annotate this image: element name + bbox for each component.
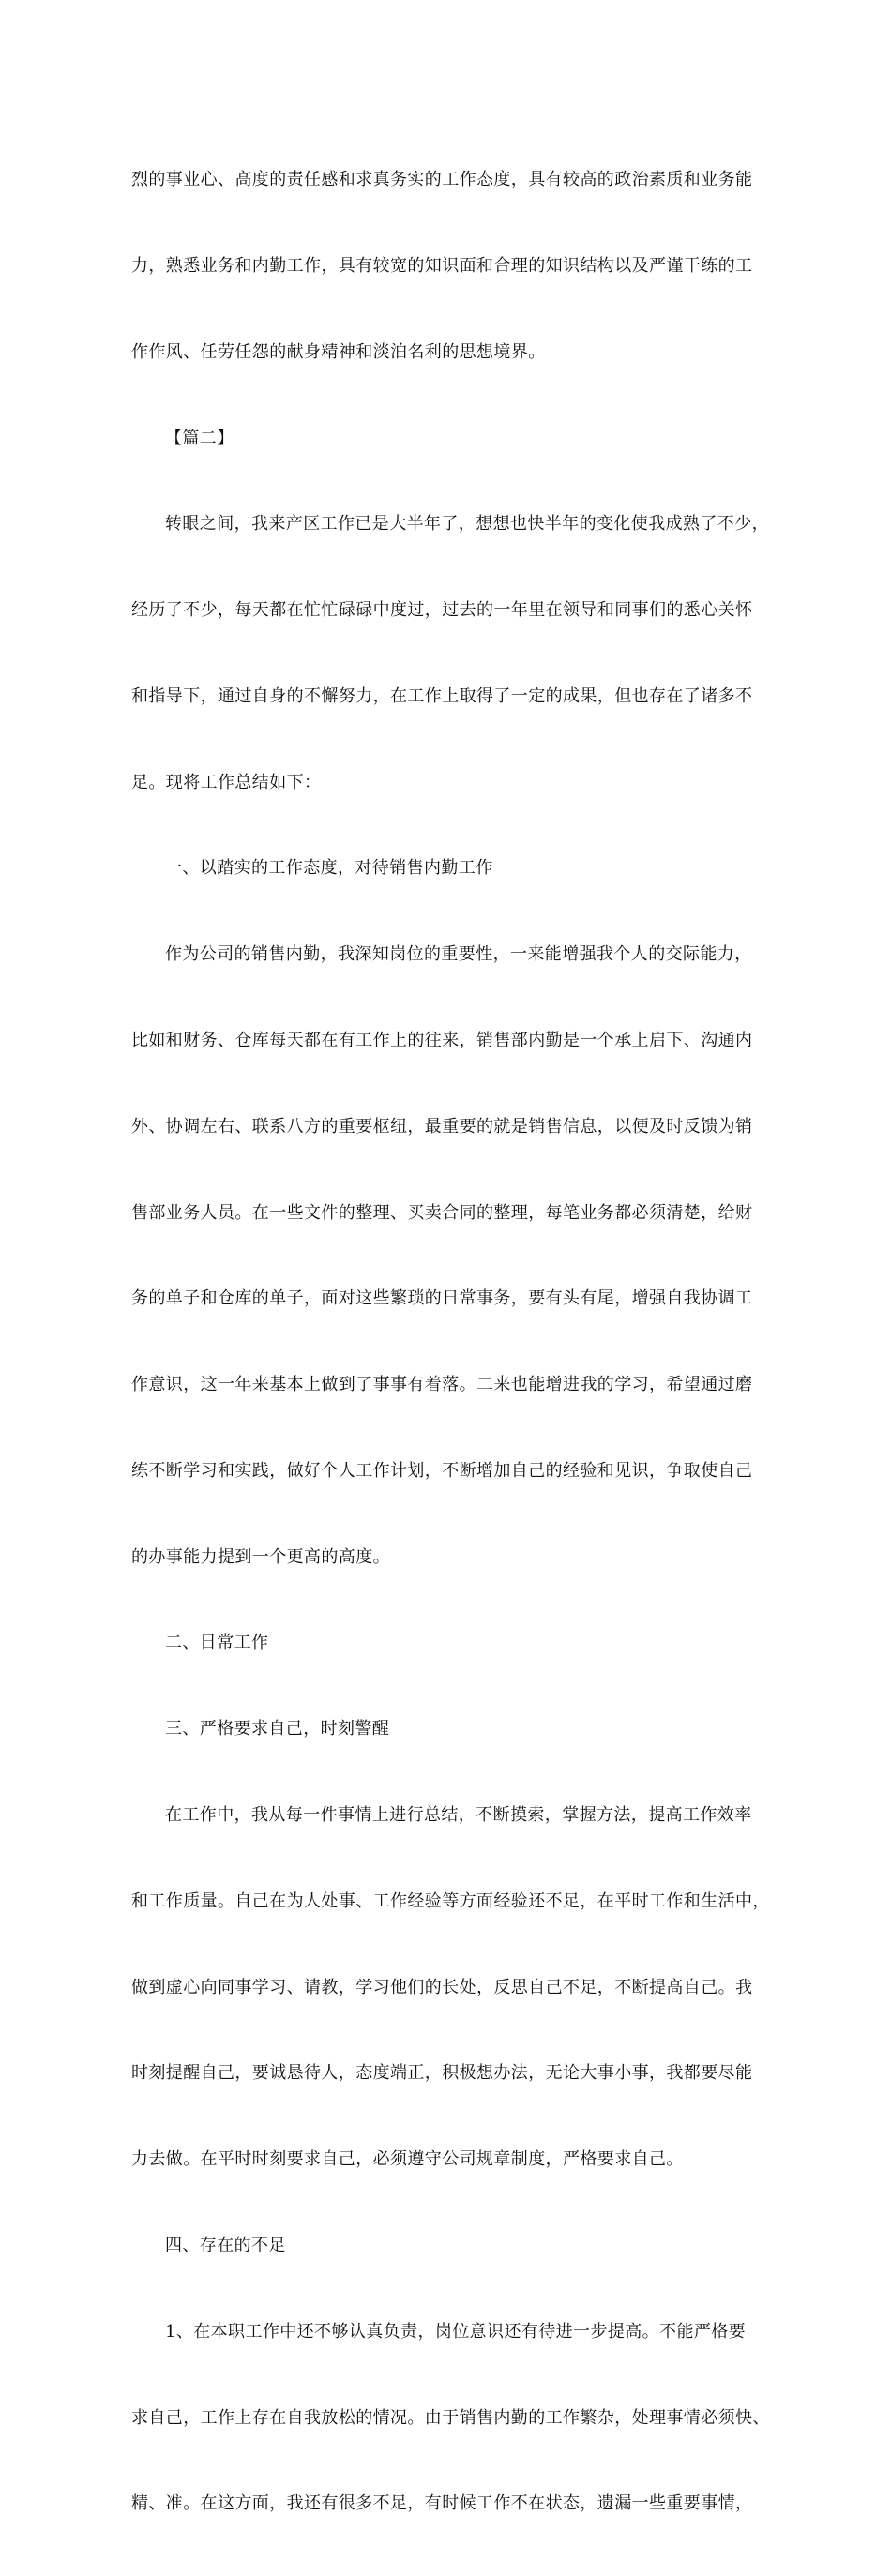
- text-line-22: 做到虚心向同事学习、请教，学习他们的长处，反思自己不足，不断提高自己。我: [131, 1977, 753, 1997]
- text-line-8: 足。现将工作总结如下：: [131, 772, 322, 792]
- text-line-17: 的办事能力提到一个更高的高度。: [131, 1546, 390, 1567]
- text-line-12: 外、协调左右、联系八方的重要枢纽，最重要的就是销售信息，以便及时反馈为销: [131, 1116, 753, 1137]
- text-line-28: 精、准。在这方面，我还有很多不足，有时候工作不在状态，遗漏一些重要事情，: [131, 2493, 753, 2514]
- section-heading-pian-er: 【篇二】: [165, 428, 234, 448]
- text-block: [131, 109, 774, 2576]
- text-line-6: 经历了不少，每天都在忙忙碌碌中度过，过去的一年里在领导和同事们的悉心关怀: [131, 600, 753, 621]
- section-heading-4: 四、存在的不足: [165, 2235, 286, 2255]
- text-line-2: 力，熟悉业务和内勤工作，具有较宽的知识面和合理的知识结构以及严谨干练的工: [131, 255, 753, 276]
- text-line-5: 转眼之间，我来产区工作已是大半年了，想想也快半年的变化使我成熟了不少，: [165, 514, 769, 535]
- text-line-24: 力去做。在平时时刻要求自己，必须遵守公司规章制度，严格要求自己。: [131, 2149, 684, 2170]
- section-heading-2: 二、日常工作: [165, 1633, 269, 1653]
- text-line-1: 烈的事业心、高度的责任感和求真务实的工作态度，具有较高的政治素质和业务能: [131, 170, 753, 190]
- text-line-21: 和工作质量。自己在为人处事、工作经验等方面经验还不足，在平时工作和生活中，: [131, 1891, 770, 1911]
- text-line-15: 作意识，这一年来基本上做到了事事有着落。二来也能增进我的学习，希望通过磨: [131, 1375, 753, 1395]
- text-line-23: 时刻提醒自己，要诚恳待人，态度端正，积极想办法，无论大事小事，我都要尽能: [131, 2063, 753, 2084]
- section-heading-1: 一、以踏实的工作态度，对待销售内勤工作: [165, 858, 493, 879]
- document-body: [131, 109, 774, 2576]
- text-line-13: 售部业务人员。在一些文件的整理、买卖合同的整理，每笔业务都必须清楚，给财: [131, 1202, 753, 1223]
- text-line-14: 务的单子和仓库的单子，面对这些繁琐的日常事务，要有头有尾，增强自我协调工: [131, 1288, 753, 1309]
- text-line-3: 作作风、任劳任怨的献身精神和淡泊名利的思想境界。: [131, 341, 546, 362]
- text-line-7: 和指导下，通过自身的不懈努力，在工作上取得了一定的成果，但也存在了诸多不: [131, 685, 753, 706]
- text-line-26: 1、在本职工作中还不够认真负责，岗位意识还有待进一步提高。不能严格要: [165, 2321, 747, 2342]
- text-line-11: 比如和财务、仓库每天都在有工作上的往来，销售部内勤是一个承上启下、沟通内: [131, 1031, 753, 1050]
- text-line-10: 作为公司的销售内勤，我深知岗位的重要性，一来能增强我个人的交际能力，: [165, 944, 752, 965]
- text-line-20: 在工作中，我从每一件事情上进行总结，不断摸索，掌握方法，提高工作效率: [165, 1805, 752, 1826]
- text-line-16: 练不断学习和实践，做好个人工作计划，不断增加自己的经验和见识，争取使自己: [131, 1460, 753, 1481]
- text-line-27: 求自己，工作上存在自我放松的情况。由于销售内勤的工作繁杂，处理事情必须快、: [131, 2407, 770, 2428]
- section-heading-3: 三、严格要求自己，时刻警醒: [165, 1719, 390, 1740]
